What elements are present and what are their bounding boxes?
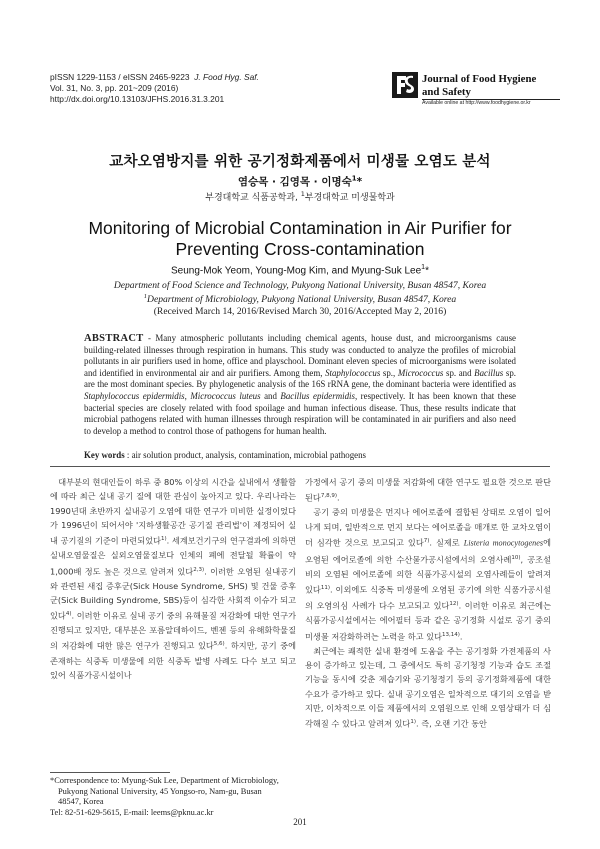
body-paragraph: 최근에는 쾌적한 실내 환경에 도움을 주는 공기정화 가전제품의 사용이 증가하고 있는데, 그 중에서도 특히 공기청정 기능과 습도 조절 기능을 동시에 갖춘 제습기와 공기청정기 등의 공기정화제품에 대한 수요가 증가하고 있다. 실내 공기오염은 일차적으로 대기의 오염을 받지만, 이차적으로 이들 제품에서의 오염원으로 인해 오염상태가 더 심각해질 수 있다고 알려져 있다$^{1)}$. 즉, 오랜 기간 동안 xyxy=(305,645,551,729)
section-divider xyxy=(50,466,550,467)
english-affiliation-1: Department of Food Science and Technology, Pukyong National University, Busan 48547, Korea xyxy=(113,280,487,291)
korean-title: 교차오염방지를 위한 공기정화제품에서 미생물 오염도 분석 xyxy=(109,154,491,170)
body-paragraph: 가정에서 공기 중의 미생물 저감화에 대한 연구도 필요한 것으로 판단된다$^{7,8,9)}$. xyxy=(305,477,551,504)
issn: pISSN 1229-1153 / eISSN 2465-9223 xyxy=(50,72,190,82)
journal-logo xyxy=(392,72,560,106)
keywords: Key words : air solution product, analysis, contamination, microbial pathogens xyxy=(84,450,366,460)
keywords-label: Key words xyxy=(84,450,125,460)
footnote-divider xyxy=(50,772,170,773)
journal-meta xyxy=(50,72,259,105)
received-dates: (Received March 14, 2016/Revised March 30, 2016/Accepted May 2, 2016) xyxy=(153,306,447,317)
english-affiliation-2: $^1$Department of Microbiology, Pukyong National University, Busan 48547, Korea xyxy=(143,293,457,306)
english-title: Monitoring of Microbial Contamination in Air Purifier for Preventing Cross-contamination xyxy=(88,218,512,259)
english-authors: Seung-Mok Yeom, Young-Mog Kim, and Myung-Suk Lee$^1$* xyxy=(171,264,429,277)
body-paragraph: 공기 중의 미생물은 먼지나 에어로졸에 결합된 상태로 오염이 일어나게 되며, 일반적으로 먼지 보다는 에어로졸을 매개로 한 교차오염이 더 심각한 것으로 보고되고 있다$^{7)}$. 실제로 Listeria monocytogenes에 오염된 에어로졸에 의한 수산물가공시설에서의 오염사례$^{10)}$, 공조설비의 오염된 에어로졸에 의한 식품가공시설의 오염사례들이 알려져 있다$^{11)}$. 이외에도 식중독 미생물에 오염된 공기에 의한 식품가공시설의 오염의심 사례가 다수 보고되고 있다$^{12)}$. 이러한 이유로 최근에는 식품가공시설에서는 에어필터 등과 같은 공기정화 시설로 공기 중의 미생물 저감화하려는 노력을 하고 있다$^{13,14)}$. xyxy=(305,507,551,642)
journal-logo-icon xyxy=(392,72,418,98)
page-number: 201 xyxy=(293,817,307,827)
journal-logo-title: Journal of Food Hygiene and Safety xyxy=(422,73,537,98)
body-paragraph: 대부분의 현대인들이 하루 중 80% 이상의 시간을 실내에서 생활함에 따라 최근 실내 공기 질에 대한 관심이 높아지고 있다. 우리나라는 1990년대 초반까지 실내공기 오염에 대한 연구가 미비한 실정이었다가 1996년이 되어서야 '지하생활공간 공기질 관리법'이 제정되어 실내 공기질의 기준이 마련되었다$^{1)}$. 세계보건기구의 연구결과에 의하면 실내오염물질은 실외오염물질보다 인체의 폐에 전달될 확률이 약 1,000배 정도 높은 것으로 알려져 있다$^{2,3)}$. 이러한 오염된 실내공기와 관련된 새집 증후군(Sick House Syndrome, SHS) 및 건물 증후군(Sick Building Syndrome, SBS)등이 심각한 사회적 이슈가 되고 있다$^{4)}$. 이러한 이유로 실내 공기 중의 유해물질 저감화에 대한 연구가 진행되고 있지만, 대부분은 포름알데하이드, 벤젠 등의 유해화학물질의 저감화에 대한 많은 연구가 진행되고 있다$^{5,6)}$. 하지만, 공기 중에 존재하는 식중독 미생물에 의한 식중독 발병 사례도 다수 보고 되고 있어 식품가공시설이나 xyxy=(50,477,296,680)
contact-line: Tel: 82-51-629-5615, E-mail: leems@pknu.ac.kr xyxy=(50,807,214,817)
korean-authors: 염승목 · 김영목 · 이명숙$^1$* xyxy=(237,174,363,188)
abstract-heading: ABSTRACT xyxy=(84,333,144,344)
volume-info: Vol. 31, No. 3, pp. 201~209 (2016) xyxy=(50,83,179,93)
body-column-left xyxy=(50,475,296,682)
korean-affiliation: 부경대학교 식품공학과, $^1$부경대학교 미생물학과 xyxy=(205,190,395,203)
body-column-right xyxy=(305,475,551,731)
correspondence-footnote: *Correspondence to: Myung-Suk Lee, Department of Microbiology, Pukyong National University, 45 Yongso-ro, Nam-gu, Busan 48547, Korea Tel: 82-51-629-5615, E-mail: leems@pknu.ac.kr xyxy=(50,776,300,818)
journal-abbrev: J. Food Hyg. Saf. xyxy=(194,72,259,82)
abstract: ABSTRACT - Many atmospheric pollutants including chemical agents, house dust, and microorganisms cause building-related illnesses through respiration in humans. This study was conducted to analyze the profiles of microbial pollutants in air purifiers used in home, office and playschool. Dominant eleven species of microorganisms were isolated and identified in environmental air and air purifiers. Among them, Staphylococcus sp., Micrococcus sp. and Bacillus sp. are the most dominant species. By phylogenetic analysis of the 16S rRNA gene, the dominant bacteria were identified as Staphylococcus epidermidis, Micrococcus luteus and Bacillus epidermidis, respectively. It has been known that these bacterial species are closely related with food spoilage and human infectious disease. Thus, these results indicate that microbial pathogens related with human illnesses through respiration will be contaminated in air purifiers and also need to develop a method to control those of pathogens for human health. xyxy=(84,333,516,436)
journal-url[interactable]: Available online at http://www.foodhygiene.or.kr xyxy=(422,100,531,106)
doi-link[interactable]: http://dx.doi.org/10.13103/JFHS.2016.31.3.201 xyxy=(50,94,225,104)
